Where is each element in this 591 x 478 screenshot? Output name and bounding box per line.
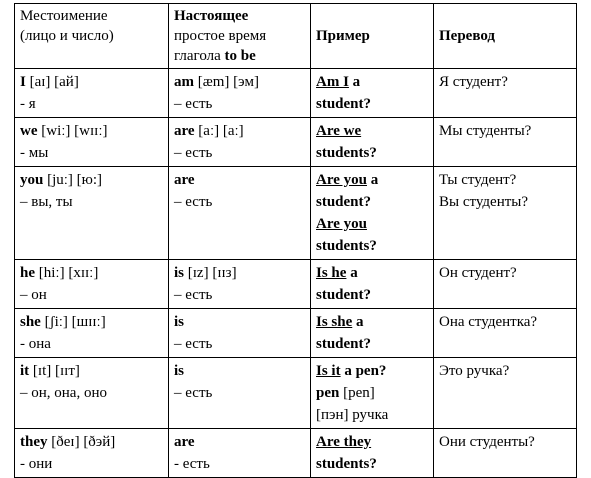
pronoun-cell — [15, 167, 169, 260]
table-row — [15, 167, 577, 260]
verb-cell — [169, 429, 311, 478]
pronoun-transcription: [ʃiː] [шɪɪː] — [44, 314, 106, 330]
example-line — [316, 71, 428, 93]
example-line2: student? — [316, 336, 372, 352]
table-row — [15, 309, 577, 358]
example-line — [316, 311, 428, 333]
verb: are — [174, 434, 195, 450]
example-underlined: Are you — [316, 172, 367, 188]
header-row — [15, 4, 577, 69]
translation-cell: Я студент? — [434, 69, 577, 118]
pronoun-transcription: [hiː] [хɪɪː] — [38, 265, 99, 281]
example-underlined: Is he — [316, 265, 347, 281]
header-tense-line3-a: глагола — [174, 48, 221, 64]
header-pronoun-cell — [15, 4, 169, 69]
pronoun-translation: - они — [20, 456, 53, 472]
pronoun: it — [20, 363, 30, 379]
pronoun: she — [20, 314, 41, 330]
verb-cell — [169, 309, 311, 358]
header-tense-cell — [169, 4, 311, 69]
verb-cell — [169, 118, 311, 167]
pronoun-transcription: [aɪ] [ай] — [29, 74, 79, 90]
example2-line2: students? — [316, 238, 377, 254]
pronoun-line — [20, 360, 163, 382]
table-row — [15, 69, 577, 118]
example2-underlined: Are you — [316, 216, 367, 232]
verb-translation: – есть — [174, 96, 213, 112]
example-cell — [311, 358, 434, 429]
example-line2 — [316, 382, 428, 404]
pronoun-cell — [15, 118, 169, 167]
example-line — [316, 360, 428, 382]
header-example-cell: Пример — [311, 4, 434, 69]
example-rest: a — [352, 74, 361, 90]
example-cell — [311, 260, 434, 309]
example-underlined: Is it — [316, 363, 341, 379]
example-cell — [311, 309, 434, 358]
pronoun-transcription: [ɪt] [ɪɪт] — [32, 363, 80, 379]
example-line2: student? — [316, 287, 372, 303]
pronoun-transcription: [ðeɪ] [ðэй] — [51, 434, 116, 450]
verb-line — [174, 71, 305, 93]
example-cell — [311, 118, 434, 167]
translation-cell: Они студенты? — [434, 429, 577, 478]
pronoun-translation: - она — [20, 336, 51, 352]
pronoun-translation: - я — [20, 96, 36, 112]
example-underlined: Are we — [316, 123, 362, 139]
verb-translation: – есть — [174, 385, 213, 401]
header-translation-cell: Перевод — [434, 4, 577, 69]
verb-cell — [169, 167, 311, 260]
example-rest: a — [350, 265, 358, 281]
pronoun-line — [20, 169, 163, 191]
pronoun-cell — [15, 429, 169, 478]
pronoun-transcription: [juː] [ю:] — [47, 172, 103, 188]
verb: is — [174, 363, 185, 379]
translation-cell: Мы студенты? — [434, 118, 577, 167]
verb-transcription: [æm] [эм] — [197, 74, 259, 90]
pronoun-cell — [15, 69, 169, 118]
header-pronoun-line1: Местоимение — [20, 8, 108, 24]
pronoun-translation: – вы, ты — [20, 194, 73, 210]
pronoun: you — [20, 172, 44, 188]
translation-cell: Это ручка? — [434, 358, 577, 429]
verb: is — [174, 314, 185, 330]
example-underlined: Are they — [316, 434, 372, 450]
table-row — [15, 358, 577, 429]
pronoun-transcription: [wiː] [wɪɪː] — [41, 123, 108, 139]
verb: am — [174, 74, 194, 90]
pronoun-line — [20, 120, 163, 142]
example-rest: a — [370, 172, 379, 188]
pronoun-line — [20, 431, 163, 453]
example-line2: students? — [316, 456, 377, 472]
pronoun-line — [20, 262, 163, 284]
verb: are — [174, 123, 195, 139]
translation-cell: Он студент? — [434, 260, 577, 309]
example-line3: [пэн] ручка — [316, 407, 389, 423]
example-rest: a pen? — [344, 363, 387, 379]
example-rest: a — [356, 314, 364, 330]
header-tense-line2: простое время — [174, 28, 267, 44]
pronoun: they — [20, 434, 48, 450]
pronoun-translation: - мы — [20, 145, 49, 161]
example-line — [316, 262, 428, 284]
verb-translation: – есть — [174, 145, 213, 161]
verb-translation: - есть — [174, 456, 210, 472]
verb-transcription: [ɪz] [ɪɪз] — [187, 265, 237, 281]
example-word-transcription: [pen] — [343, 385, 375, 401]
table-row — [15, 118, 577, 167]
pronoun: we — [20, 123, 38, 139]
pronoun-line — [20, 71, 163, 93]
pronoun-cell — [15, 358, 169, 429]
verb-cell — [169, 69, 311, 118]
verb-line — [174, 262, 305, 284]
pronoun-translation: – он, она, оно — [20, 385, 107, 401]
example-underlined: Is she — [316, 314, 353, 330]
example-line2: student? — [316, 96, 372, 112]
pronoun-translation: – он — [20, 287, 47, 303]
header-tense-line3 — [174, 46, 305, 66]
example-word: pen — [316, 385, 340, 401]
pronoun: I — [20, 74, 26, 90]
verb: are — [174, 172, 195, 188]
verb-translation: – есть — [174, 287, 213, 303]
verb-cell — [169, 260, 311, 309]
translation-cell — [434, 167, 577, 260]
pronoun-cell — [15, 260, 169, 309]
pronoun: he — [20, 265, 35, 281]
header-tense-line1: Настоящее — [174, 8, 249, 24]
example-line — [316, 120, 428, 142]
header-tense-line3-b: to be — [224, 48, 256, 64]
translation-line1: Ты студент? — [439, 172, 517, 188]
example-line2: students? — [316, 145, 377, 161]
header-pronoun-line2: (лицо и число) — [20, 28, 114, 44]
translation-line2: Вы студенты? — [439, 194, 529, 210]
pronoun-cell — [15, 309, 169, 358]
pronoun-line — [20, 311, 163, 333]
table-row — [15, 260, 577, 309]
example-cell — [311, 429, 434, 478]
example-line2: student? — [316, 194, 372, 210]
table-row — [15, 429, 577, 478]
translation-cell: Она студентка? — [434, 309, 577, 358]
verb: is — [174, 265, 185, 281]
verb-translation: – есть — [174, 336, 213, 352]
example-line — [316, 169, 428, 191]
grammar-table — [14, 3, 577, 478]
example-underlined: Am I — [316, 74, 349, 90]
verb-line — [174, 120, 305, 142]
example-cell — [311, 167, 434, 260]
verb-translation: – есть — [174, 194, 213, 210]
example-line — [316, 431, 428, 453]
example2-line — [316, 213, 428, 235]
verb-cell — [169, 358, 311, 429]
example-cell — [311, 69, 434, 118]
verb-transcription: [aː] [aː] — [198, 123, 244, 139]
